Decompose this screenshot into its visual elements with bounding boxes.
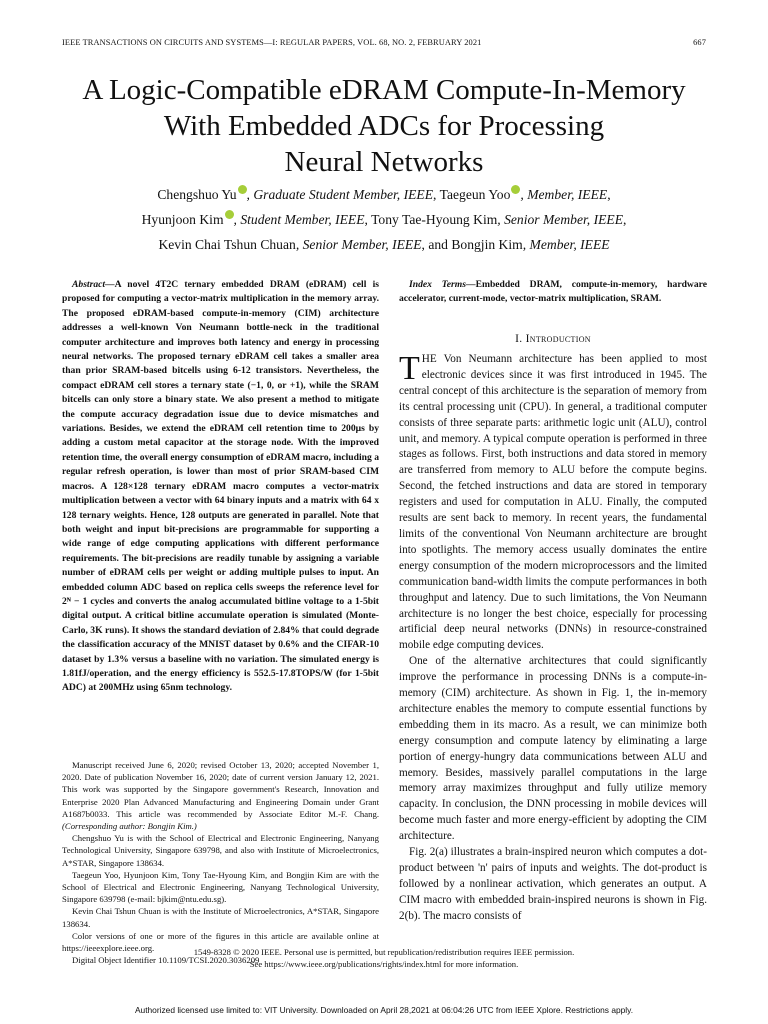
section-title: Introduction <box>525 333 591 345</box>
author-name: Hyunjoon Kim <box>141 212 224 227</box>
title-line-3: Neural Networks <box>284 146 484 178</box>
title-line-2: With Embedded ADCs for Processing <box>163 110 605 142</box>
footnote-affiliation: Kevin Chai Tshun Chuan is with the Institute of Microelectronics, A*STAR, Singapore 138634. <box>62 906 379 929</box>
author-role: , Senior Member, IEEE <box>295 237 422 252</box>
author-role: , Student Member, IEEE <box>233 212 365 227</box>
author-line-1: Chengshuo Yu , Graduate Student Member, IEEE, Taegeun Yoo , Member, IEEE, <box>157 187 611 202</box>
copyright-line-2: See https://www.ieee.org/publications/rights/index.html for more information. <box>249 959 519 969</box>
author-name: Chengshuo Yu <box>157 187 237 202</box>
footnote-doi: Digital Object Identifier 10.1109/TCSI.2020.3036209 <box>72 955 260 966</box>
corresponding-author: (Corresponding author: Bongjin Kim.) <box>62 821 197 832</box>
journal-name: IEEE TRANSACTIONS ON CIRCUITS AND SYSTEMS—I: REGULAR PAPERS, VOL. 68, NO. 2, FEBRUARY 2021 <box>62 38 482 47</box>
author-line-3 <box>40 232 728 257</box>
author-list <box>40 182 728 257</box>
abstract-label: Abstract— <box>72 279 115 290</box>
orcid-icon[interactable] <box>225 210 234 219</box>
license-footer: Authorized licensed use limited to: VIT University. Downloaded on April 28,2021 at 06:04:26 UTC from IEEE Xplore. Restrictions apply. <box>134 1005 634 1015</box>
index-terms <box>399 278 707 307</box>
copyright-line-1: 1549-8328 © 2020 IEEE. Personal use is permitted, but republication/redistribution requires IEEE permission. <box>193 947 575 957</box>
paragraph-text: HE Von Neumann architecture has been applied to most electronic devices since it was first introduced in 1945. The central concept of this architecture is the separation of memory from its central processing unit (CPU). In general, a traditional computer consists of three separate parts: arithmetic logic unit (ALU), control unit, and memory. A typical compute operation is performed in three stages as follows. First, both instructions and data stored in memory are transferred from memory to ALU before the compute begins. Second, the fetched instructions and data are stored in temporary registers and used for computation in ALU. Finally, the computed results are sent back to memory. In recent years, the fundamental limits of the conventional Von Neumann architecture are brought into spotlights. The memory access usually dominates the entire energy consumption of the modern microprocessors and the limited communication band-width limits the compute performances in both throughput and latency. Due to such limitations, the Von Neumann architecture is no longer the best choice, especially for processing artificial deep neural networks (DNNs) in resource-constrained mobile edge computing devices. <box>399 353 707 652</box>
footnote-affiliation: Taegeun Yoo, Hyunjoon Kim, Tony Tae-Hyoung Kim, and Bongjin Kim are with the School of Electrical and Electronic Engineering, Nanyang Technological University, Singapore 639798 (e-mail: bjkim@ntu.edu.sg). <box>62 869 379 905</box>
footnote-affiliation: Chengshuo Yu is with the School of Electrical and Electronic Engineering, Nanyang Technological University, Singapore 639798, and also with Institute of Microelectronics, A*STAR, Singapore 138634. <box>62 833 379 868</box>
author-role: , Senior Member, IEEE <box>497 212 624 227</box>
footnote-text: Manuscript received June 6, 2020; revised October 13, 2020; accepted November 1, 2020. Date of publication November 16, 2020; date of current version January 12, 2021. This work was supported by the Singapore government's Research, Innovation and Enterprise 2020 Plan Advanced Manufacturing and Engineering Domain under Grant A1687b0033. This article was recommended by Associate Editor M.-F. Chang. <box>62 760 379 819</box>
orcid-icon[interactable] <box>238 185 247 194</box>
author-name: , Taegeun Yoo <box>433 187 511 202</box>
author-role: , Graduate Student Member, IEEE <box>246 187 434 202</box>
index-terms-text: Embedded DRAM, compute-in-memory, hardware accelerator, current-mode, vector-matrix multiplication, SRAM. <box>399 279 707 305</box>
abstract-text: A novel 4T2C ternary embedded DRAM (eDRAM) cell is proposed for computing a vector-matrix multiplication in the memory array. The proposed eDRAM-based compute-in-memory (CIM) architecture addresses a well-known Von Neumann bottle-neck in the traditional computer architecture and improves both latency and energy in processing neural networks. The proposed ternary eDRAM cell takes a smaller area than prior SRAM-based bitcells using 6-12 transistors. Nevertheless, the compact eDRAM cell stores a ternary state (−1, 0, or +1), while the SRAM bitcells can only store a binary state. We also present a method to mitigate the compute accuracy degradation issue due to device mismatches and variations. Besides, we extend the eDRAM cell retention time to 200μs by adding a custom metal capacitor at the storage node. With the improved retention time, the overall energy consumption of eDRAM macro, including a regular refresh operation, is lower than most of prior SRAM-based CIM macros. A 128×128 ternary eDRAM macro computes a vector-matrix multiplication between a vector with 64 binary inputs and a matrix with 64 x 128 ternary weights. Hence, 128 outputs are generated in parallel. Note that both weight and input bit-precisions are programmable for supporting a wide range of edge computing applications with different performance requirements. The bit-precisions are readily tunable by assigning a variable number of eDRAM cells per weight or adding multiple pulses to input. An embedded column ADC based on replica cells sweeps the reference level for 2ᴺ − 1 cycles and converts the analog accumulated bitline voltage to a 1-5bit digital output. A critical bitline accumulate operation is simulated (Monte-Carlo, 3K runs). It shows the standard deviation of 2.84% that could degrade the classification accuracy of the MNIST dataset by 0.6% and the CIFAR-10 dataset by 1.3% versus a baseline with no variation. The simulated energy is 1.81fJ/operation, and the energy efficiency is 552.5-17.8TOPS/W (for 1-5bit ADC) at 200MHz using 65nm technology. <box>62 279 379 694</box>
title-line-1: A Logic-Compatible eDRAM Compute-In-Memory <box>82 74 686 106</box>
page-number: 667 <box>693 38 706 47</box>
body-paragraph: One of the alternative architectures that could significantly improve the performance in processing DNNs is a compute-in-memory (CIM) architecture. As shown in Fig. 1, the in-memory architecture enables the memory to compute essential functions by embedding them in its macro. As a result, we can minimize both energy consumption and compute latency by eliminating a large portion of energy-hungry data communications between ALU and memory. Besides, massively parallel computations in the large memory array maximizes throughput and fully utilize memory capacity. In conclusion, the DNN processing in mobile devices will become much faster and more energy-efficient by adopting the CIM architecture. <box>399 655 707 843</box>
introduction-body <box>399 352 707 925</box>
abstract <box>62 278 379 696</box>
drop-cap: T <box>399 350 420 387</box>
copyright-notice <box>40 946 728 970</box>
body-paragraph: Fig. 2(a) illustrates a brain-inspired neuron which computes a dot-product between 'n' pairs of inputs and weights. The dot-product is followed by a nonlinear activation, which generates an output. A CIM macro with embedded brain-inspired neurons is shown in Fig. 2(b). The macro consists of <box>399 846 707 922</box>
paper-title <box>40 72 728 180</box>
author-name: , Tony Tae-Hyoung Kim <box>364 212 498 227</box>
footnote-color-note: Color versions of one or more of the figures in this article are available online at https://ieeexplore.ieee.org. <box>62 930 379 954</box>
footnote-manuscript <box>62 759 379 832</box>
author-role: , Member, IEEE <box>522 237 610 252</box>
author-line-2: Hyunjoon Kim , Student Member, IEEE, Tony Tae-Hyoung Kim, Senior Member, IEEE, <box>141 212 627 227</box>
author-name: Kevin Chai Tshun Chuan <box>158 237 296 252</box>
author-name: , and Bongjin Kim <box>421 237 523 252</box>
section-number: I. <box>515 333 526 345</box>
index-terms-label: Index Terms— <box>409 279 476 290</box>
body-paragraph <box>399 352 707 654</box>
section-heading <box>399 333 707 345</box>
author-role: , Member, IEEE <box>520 187 608 202</box>
footnotes <box>62 759 379 966</box>
running-header <box>62 38 706 47</box>
